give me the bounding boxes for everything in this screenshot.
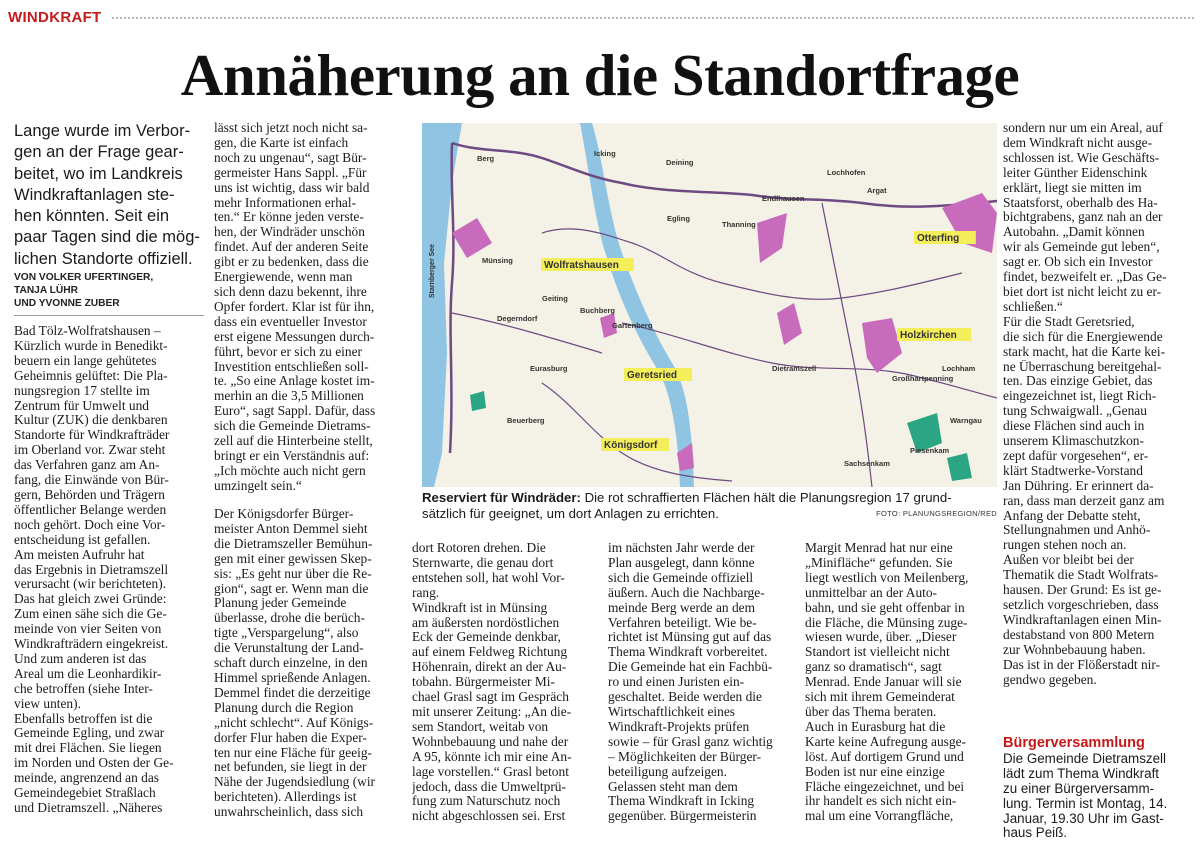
text-line: im Norden und Osten der Ge- [14, 756, 174, 771]
article-column-3 [412, 541, 600, 824]
text-line: mehr Informationen erhal- [214, 195, 357, 210]
text-line: Verfahren beteiligt. Wie be- [608, 615, 757, 630]
text-line: ihr handelt es sich nicht ein- [805, 794, 957, 809]
text-line: Planung durch die Region [214, 700, 354, 715]
text-line: zell auf die Hinterbeine stellt, [214, 434, 373, 449]
teaser-line: paar Tagen sind die mög- [14, 228, 200, 247]
text-line: Areal um die Leonhardikir- [14, 666, 162, 681]
wind-zone-map [422, 123, 997, 487]
text-line: gern, Behörden und Trägern [14, 487, 165, 502]
text-line: sich die Gemeinde offiziell [608, 570, 754, 585]
text-line: – Möglichkeiten der Bürger- [608, 749, 762, 764]
text-line: Windkrafträdern eingekreist. [14, 637, 169, 652]
article-column-2 [214, 121, 408, 494]
text-line: fang, die Einwände von Bür- [14, 473, 169, 488]
text-line: die Dietramszeller Bemühun- [214, 536, 373, 551]
text-line: lung. Termin ist Montag, 14. [1003, 796, 1168, 811]
article-column-1 [14, 324, 206, 816]
text-line: gen mit einer gewissen Skep- [214, 551, 372, 566]
text-line: am äußersten nordöstlichen [412, 615, 560, 630]
text-line: Das hat gleich zwei Gründe: [14, 592, 167, 607]
place-label: Münsing [482, 256, 513, 265]
text-line: Stellungnahmen und Anhö- [1003, 523, 1151, 538]
text-line: chael Grasl sagt im Gespräch [412, 690, 569, 705]
text-line: A 95, könnte ich mir eine An- [412, 749, 572, 764]
text-line: Kultur (ZUK) die denkbaren [14, 413, 168, 428]
place-label: Piesenkam [910, 446, 950, 455]
text-line: Energiewende, wenn man [214, 270, 353, 285]
text-line: Standorte für Windkrafträder [14, 428, 170, 443]
photo-credit: FOTO: PLANUNGSREGION/RED [876, 509, 997, 518]
text-line: meister Anton Demmel sieht [214, 521, 368, 536]
text-line: dass ein eventueller Investor [214, 314, 367, 329]
text-line: Boden ist nur eine einzige [805, 764, 945, 779]
place-label: Argat [867, 186, 887, 195]
ressort-title: WINDKRAFT [8, 8, 102, 26]
text-line: die Fläche, die Münsing zuge- [805, 615, 968, 630]
text-line: das Verfahren ganz am An- [14, 458, 160, 473]
text-line: verursacht (wir berichteten). [14, 577, 167, 592]
caption-text-2: sätzlich für geeignet, um dort Anlagen zu errichten. [422, 506, 719, 521]
text-line: setzlich vorgeschrieben, dass [1003, 598, 1159, 612]
text-line: löst. Auf dortigem Grund und [805, 749, 964, 764]
text-line: Die Gemeinde Dietramszell [1003, 751, 1166, 766]
text-line: gion“, sagt er. Wenn man die [214, 581, 369, 596]
text-line: sich die Gemeinde Dietrams- [214, 419, 371, 434]
text-line: beuern ein lange gehütetes [14, 353, 157, 368]
text-line: schaft durch einzelne, in den [214, 656, 368, 671]
text-line: dort Rotoren drehen. Die [412, 541, 546, 555]
caption-lead: Reserviert für Windräder: [422, 490, 581, 505]
text-line: meinde, angrenzend an das [14, 771, 160, 786]
text-line: net befunden, sie liegt in der [214, 760, 367, 775]
place-label: Icking [594, 149, 616, 158]
teaser [14, 121, 206, 270]
text-line: lädt zum Thema Windkraft [1003, 766, 1160, 781]
place-label: Deining [666, 158, 694, 167]
text-line: entstehen soll, hat wohl Vor- [412, 570, 565, 585]
text-line: Wohnbebauung und nahe der [412, 734, 569, 749]
byline-divider [14, 315, 204, 316]
text-line: te. „So eine Anlage kostet im- [214, 374, 375, 389]
text-line: sis: „Es geht nur über die Re- [214, 566, 372, 581]
text-line: ten. Das einzige Gebiet, das [1003, 374, 1153, 389]
text-line: findet, bezweifelt er. „Das Ge- [1003, 270, 1167, 285]
text-line: Gemeinde Egling, und zwar [14, 726, 165, 741]
teaser-line: lichen Standorte offiziell. [14, 249, 193, 268]
text-line: „Ich möchte auch nicht gern [214, 463, 366, 478]
place-label: Geiting [542, 294, 568, 303]
text-line: erklärt, liegt sie mitten im [1003, 180, 1142, 195]
place-label: Königsdorf [604, 440, 658, 451]
text-line: Wirtschaftlichkeit eines [608, 704, 735, 719]
text-line: die Verunstaltung der Land- [214, 641, 364, 656]
text-line: Für die Stadt Geretsried, [1003, 314, 1135, 329]
place-label: Wolfratshausen [544, 260, 619, 271]
text-line: diese Flächen sind auch in [1003, 419, 1145, 434]
text-line: haus Peiß. [1003, 826, 1068, 841]
text-line: Euro“, sagt Sappl. Dafür, dass [214, 404, 376, 419]
text-line: das Ergebnis in Dietramszell [14, 562, 169, 577]
text-line: erst eigene Messungen durch- [214, 329, 375, 344]
text-line: und Dietramszell. „Näheres [14, 801, 163, 815]
text-line: hausen. Der Grund: Es ist ge- [1003, 583, 1162, 598]
text-line: Anfang der Debatte steht, [1003, 508, 1141, 523]
headline: Annäherung an die Standortfrage [180, 42, 1020, 108]
place-label: Holzkirchen [900, 330, 957, 341]
article-column-4 [608, 541, 796, 824]
place-label: Degerndorf [497, 314, 538, 323]
text-line: entscheidung ist gefallen. [14, 532, 151, 547]
text-line: meinde Berg werde an dem [608, 600, 755, 615]
text-line: „Minifläche“ gefunden. Sie [805, 555, 953, 570]
text-line: eingezeichnet ist, liegt Rich- [1003, 389, 1157, 404]
text-line: bichtgrabens, ganz nah an der [1003, 210, 1163, 225]
place-label: Endlhausen [762, 194, 805, 203]
text-line: über das Thema beraten. [805, 704, 937, 719]
text-line: dorfer Flur haben die Exper- [214, 730, 367, 745]
text-line: Windkraftanlagen einen Min- [1003, 612, 1162, 627]
text-line: öffentlicher Belange werden [14, 502, 167, 517]
text-line: lage vorstellen.“ Grasl betont [412, 764, 569, 779]
text-line: Autobahn. „Damit können [1003, 225, 1145, 240]
teaser-line: Windkraftanlagen ste- [14, 185, 175, 204]
text-line: sondern nur um ein Areal, auf [1003, 121, 1163, 135]
byline [14, 271, 206, 310]
text-line: nicht abgeschlossen sei. Erst [412, 809, 566, 824]
place-label: Geretsried [627, 370, 678, 381]
text-line: Windkraft ist in Münsing [412, 600, 548, 615]
text-line: unserem Klimaschutzkon- [1003, 434, 1144, 449]
text-line: Kürzlich wurde in Benedikt- [14, 338, 168, 353]
text-line: tobahn. Bürgermeister Mi- [412, 675, 555, 690]
place-label: Berg [477, 154, 495, 163]
teaser-line: Lange wurde im Verbor- [14, 122, 191, 140]
text-line: tigte „Verspargelung“, also [214, 626, 359, 641]
text-line: view unten). [14, 696, 81, 711]
text-line: Demmel findet die derzeitige [214, 685, 371, 700]
text-line: jedoch, dass die Umweltprü- [412, 779, 566, 794]
text-line: Der Königsdorfer Bürger- [214, 507, 354, 521]
place-label: Starnberger See [429, 243, 436, 298]
text-line: Außen vor bleibt bei der [1003, 553, 1134, 568]
place-label: Otterfing [917, 233, 960, 244]
text-line: meinde von vier Seiten von [14, 622, 162, 637]
text-line: „nicht schlecht“. Auf Königs- [214, 715, 374, 730]
text-line: Himmel sprießende Anlagen. [214, 670, 371, 685]
place-label: Sachsenkam [844, 459, 890, 468]
text-line: sagt er. Ob sich ein Investor [1003, 255, 1153, 270]
text-line: Gemeindegebiet Straßlach [14, 786, 156, 801]
text-line: die sich für die Energiewende [1003, 329, 1163, 344]
text-line: auf einem Feldweg Richtung [412, 645, 568, 660]
text-line: biet dort ist nicht leicht zu er- [1003, 284, 1162, 299]
place-label: Gartenberg [612, 321, 653, 330]
text-line: schlossen ist. Wie Geschäfts- [1003, 150, 1160, 165]
text-line: leiter Günther Eidenschink [1003, 165, 1148, 180]
caption-text: Die rot schraffierten Flächen hält die Planungsregion 17 grund- [580, 490, 952, 505]
text-line: richtet ist Münsing gut auf das [608, 630, 772, 645]
article-column-2-continued [214, 507, 408, 820]
text-line: noch gehört. Doch eine Vor- [14, 517, 166, 532]
text-line: che betroffen (siehe Inter- [14, 681, 153, 696]
text-line: zur Wohnbebauung haben. [1003, 642, 1146, 657]
text-line: Eck der Gemeinde denkbar, [412, 630, 561, 645]
text-line: wiesen wurde, über. „Dieser [805, 630, 957, 645]
text-line: mit unserer Zeitung: „An die- [412, 704, 572, 719]
byline-line: VON VOLKER UFERTINGER, [14, 272, 154, 283]
text-line: ten nur eine Fläche für geeig- [214, 745, 373, 760]
place-label: Dietramszell [772, 364, 817, 373]
place-label: Eurasburg [530, 364, 568, 373]
text-line: dem Windkraft nicht ausge- [1003, 135, 1153, 150]
text-line: destabstand von 800 Metern [1003, 627, 1155, 642]
text-line: führt, bevor er sich zu einer [214, 344, 362, 359]
text-line: sem Standort, weitab von [412, 719, 549, 734]
byline-line: TANJA LÜHR [14, 285, 78, 296]
place-label: Thanning [722, 220, 756, 229]
text-line: Die Gemeinde hat ein Fachbü- [608, 660, 773, 675]
text-line: Thema Windkraft vorbereitet. [608, 645, 768, 660]
text-line: ne Überraschung bereitgehal- [1003, 359, 1162, 374]
text-line: überlasse, drohe die berüch- [214, 611, 365, 626]
place-label: Lochham [942, 364, 976, 373]
text-line: findet. Auf der anderen Seite [214, 240, 369, 255]
text-line: unmittelbar an der Auto- [805, 585, 938, 600]
info-box-text [1003, 752, 1188, 841]
text-line: Fläche eingezeichnet, und bei [805, 779, 965, 794]
text-line: rungen stehen noch an. [1003, 538, 1127, 553]
text-line: wir als Gemeinde gut leben“, [1003, 240, 1160, 255]
text-line: fung zum Naturschutz noch [412, 794, 561, 809]
text-line: merhin an die 3,5 Millionen [214, 389, 364, 404]
text-line: Thema Windkraft in Icking [608, 794, 755, 809]
text-line: Staatsforst, oberhalb des Ha- [1003, 195, 1158, 210]
text-line: sowie – für Grasl ganz wichtig [608, 734, 773, 749]
text-line: gegenüber. Bürgermeisterin [608, 809, 757, 824]
text-line: lässt sich jetzt noch nicht sa- [214, 121, 368, 135]
place-label: Großhartpenning [892, 374, 954, 383]
text-line: mal um eine Vorrangfläche, [805, 809, 954, 824]
text-line: beteiligung aufzeigen. [608, 764, 727, 779]
info-box [1003, 736, 1188, 841]
text-line: Zum einen sähe sich die Ge- [14, 607, 167, 622]
teaser-line: gen an der Frage gear- [14, 143, 184, 162]
text-line: Opfer fordert. Klar ist für ihn, [214, 299, 375, 314]
text-line: sich denn dazu bekennt, ihre [214, 284, 367, 299]
text-line: gen, die Karte ist einfach [214, 135, 349, 150]
text-line: liegt westlich von Meilenberg, [805, 570, 969, 585]
text-line: tung Schwaigwall. „Genau [1003, 404, 1147, 419]
text-line: äußern. Auch die Nachbarge- [608, 585, 765, 600]
text-line: Sternwarte, die genau dort [412, 555, 554, 570]
text-line: Gelassen steht man dem [608, 779, 738, 794]
text-line: Januar, 19.30 Uhr im Gast- [1003, 811, 1164, 826]
section-label [8, 6, 1194, 28]
text-line: rang. [412, 585, 440, 600]
text-line: geschaltet. Beide werden die [608, 690, 762, 705]
place-label: Buchberg [580, 306, 616, 315]
text-line: gendwo gegeben. [1003, 672, 1097, 687]
text-line: schließen.“ [1003, 299, 1063, 314]
text-line: berichteten). Allerdings ist [214, 790, 357, 805]
text-line: zept dafür vorgesehen“, er- [1003, 448, 1149, 463]
text-line: ran, dass man derzeit ganz am [1003, 493, 1165, 508]
text-line: bringt er ein Verständnis auf: [214, 448, 370, 463]
text-line: zu einer Bürgerversamm- [1003, 781, 1155, 796]
text-line: ganz so dramatisch“, sagt [805, 660, 942, 675]
text-line: nungsregion 17 stellte im [14, 383, 150, 398]
text-line: klärt Stadtwerke-Vorstand [1003, 463, 1143, 478]
text-line: Windkraft-Projekts prüfen [608, 719, 750, 734]
text-line: Zentrum für Umwelt und [14, 398, 149, 413]
teaser-line: hen könnten. Seit ein [14, 207, 170, 226]
place-label: Beuerberg [507, 416, 545, 425]
place-label: Lochhofen [827, 168, 866, 177]
text-line: Bad Tölz-Wolfratshausen – [14, 324, 161, 338]
text-line: stark macht, hat die Karte kei- [1003, 344, 1166, 359]
text-line: Jan Dühring. Er erinnert da- [1003, 478, 1154, 493]
text-line: ro und einen Juristen ein- [608, 675, 745, 690]
text-line: mit drei Flächen. Sie liegen [14, 741, 162, 756]
text-line: sich mit ihrem Gemeinderat [805, 690, 955, 705]
text-line: germeister Hans Sappl. „Für [214, 165, 367, 180]
article-column-5 [805, 541, 995, 824]
text-line: im Oberland vor. Zwar steht [14, 443, 166, 458]
text-line: uns ist wichtig, dass wir bald [214, 180, 370, 195]
place-label: Egling [667, 214, 690, 223]
info-box-title: Bürgerversammlung [1003, 735, 1145, 751]
text-line: Am meisten Aufruhr hat [14, 547, 145, 562]
text-line: Karte keine Aufregung ausge- [805, 734, 966, 749]
text-line: hen, der Windräder unschön [214, 225, 365, 240]
text-line: ten.“ Er könne jeden verste- [214, 210, 364, 225]
text-line: noch zu ungenau“, sagt Bür- [214, 150, 367, 165]
text-line: Investition entschließen soll- [214, 359, 369, 374]
text-line: gibt er zu bedenken, dass die [214, 255, 369, 270]
text-line: Höhenrain, direkt an der Au- [412, 660, 567, 675]
text-line: Menrad. Ende Januar will sie [805, 675, 962, 690]
text-line: Plan ausgelegt, dann könne [608, 555, 755, 570]
text-line: Das ist in der Flößerstadt nir- [1003, 657, 1161, 672]
text-line: umzingelt sein.“ [214, 478, 302, 493]
article-column-6 [1003, 121, 1188, 687]
text-line: unwahrscheinlich, dass sich [214, 805, 364, 820]
byline-line: UND YVONNE ZUBER [14, 298, 120, 309]
text-line: Geheimnis gelüftet: Die Pla- [14, 368, 168, 383]
text-line: Margit Menrad hat nur eine [805, 541, 953, 555]
text-line: Und zum anderen ist das [14, 651, 147, 666]
text-line: Planung jeder Gemeinde [214, 596, 347, 611]
text-line: Standort ist vielleicht nicht [805, 645, 950, 660]
text-line: Thematik die Stadt Wolfrats- [1003, 568, 1159, 583]
place-label: Warngau [950, 416, 982, 425]
text-line: bahn, und sie geht offenbar in [805, 600, 965, 615]
text-line: Nähe der Jugendsiedlung (wir [214, 775, 376, 790]
text-line: im nächsten Jahr werde der [608, 541, 755, 555]
text-line: Auch in Eurasburg hat die [805, 719, 946, 734]
section-rule [112, 17, 1194, 19]
teaser-line: beitet, wo im Landkreis [14, 164, 183, 183]
text-line: Ebenfalls betroffen ist die [14, 711, 153, 726]
map-caption [422, 490, 997, 522]
